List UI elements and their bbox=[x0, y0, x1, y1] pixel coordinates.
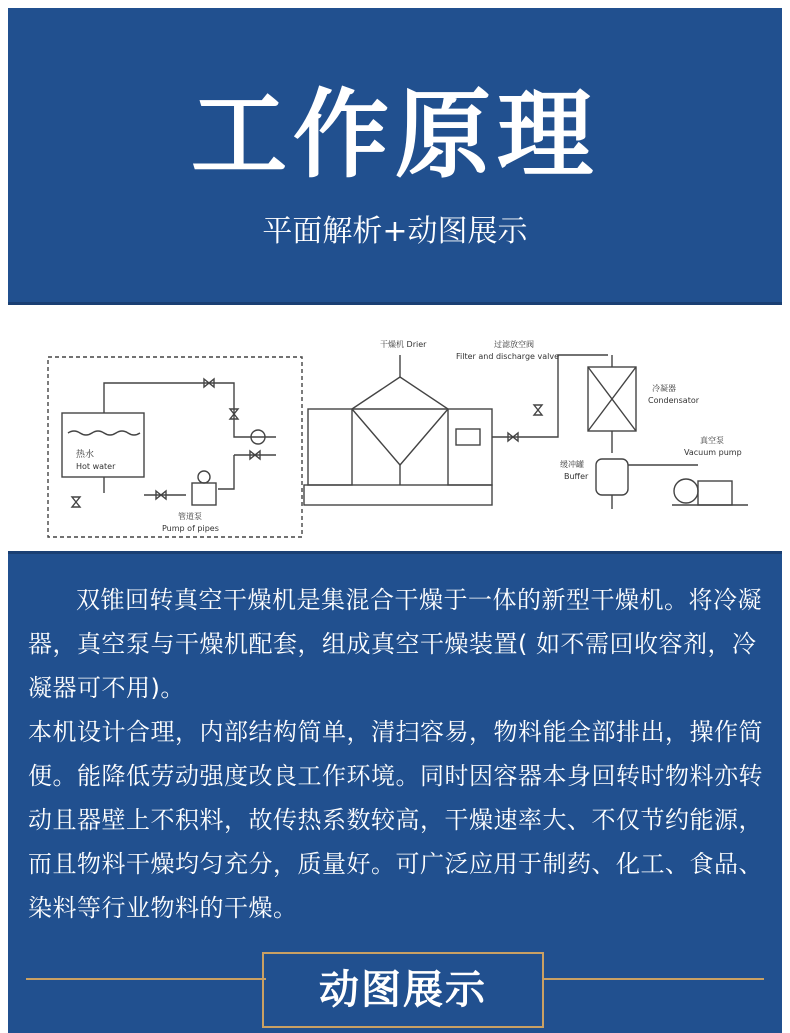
process-diagram-svg bbox=[8, 305, 782, 551]
description bbox=[28, 578, 766, 930]
label-pump-en: Pump of pipes bbox=[162, 524, 219, 533]
pump-head bbox=[198, 471, 210, 483]
description-paragraph-1: 双锥回转真空干燥机是集混合干燥于一体的新型干燥机。将冷凝器，真空泵与干燥机配套，组成真空干燥装置( 如不需回收容剂，冷凝器可不用)。 bbox=[28, 586, 762, 702]
valve-icon bbox=[72, 497, 80, 507]
drier-right-frame bbox=[448, 409, 492, 485]
content-panel bbox=[8, 8, 782, 1033]
label-buffer-en: Buffer bbox=[564, 472, 589, 481]
page-title: 工作原理 bbox=[191, 79, 599, 191]
buffer-tank-icon bbox=[596, 459, 628, 495]
label-filter-cn: 过滤放空阀 bbox=[494, 340, 534, 349]
pipe-pump-icon bbox=[192, 483, 216, 505]
control-panel bbox=[456, 429, 480, 445]
pipe-right bbox=[218, 455, 276, 489]
double-cone-drier bbox=[352, 377, 448, 465]
label-drier: 干燥机 Drier bbox=[380, 340, 427, 349]
label-condenser-cn: 冷凝器 bbox=[652, 384, 676, 393]
pipe-top bbox=[104, 383, 276, 437]
label-vacuum-cn: 真空泵 bbox=[700, 436, 724, 445]
page-subtitle: 平面解析+动图展示 bbox=[262, 214, 528, 249]
hot-water-enclosure bbox=[48, 357, 302, 537]
section-header-label: 动图展示 bbox=[319, 967, 487, 1013]
label-hot-water-cn: 热水 bbox=[76, 450, 95, 460]
divider-left bbox=[26, 978, 266, 980]
section-header-box bbox=[262, 952, 544, 1028]
label-hot-water-en: Hot water bbox=[76, 462, 116, 471]
drier-base bbox=[304, 485, 492, 505]
divider-right bbox=[542, 978, 764, 980]
process-diagram bbox=[8, 302, 782, 554]
drier-left-frame bbox=[308, 409, 352, 485]
label-pump-cn: 管道泵 bbox=[178, 512, 202, 521]
vacuum-pump-motor bbox=[698, 481, 732, 505]
label-buffer-cn: 缓冲罐 bbox=[560, 460, 584, 469]
vacuum-pump-icon bbox=[674, 479, 698, 503]
filter-valve-icon bbox=[534, 405, 542, 415]
label-vacuum-en: Vacuum pump bbox=[684, 448, 742, 457]
label-condenser-en: Condensator bbox=[648, 396, 700, 405]
condenser-coil bbox=[588, 367, 636, 431]
water-surface bbox=[68, 431, 140, 435]
description-paragraph-2: 本机设计合理，内部结构简单，清扫容易，物料能全部排出，操作简便。能降低劳动强度改良工作环境。同时因容器本身回转时物料亦转动且器壁上不积料，故传热系数较高，干燥速率大、不仅节约能源，而且物料干燥均匀充分，质量好。可广泛应用于制药、化工、食品、染料等行业物料的干燥。 bbox=[28, 718, 763, 922]
label-filter-en: Filter and discharge valve bbox=[456, 352, 559, 361]
